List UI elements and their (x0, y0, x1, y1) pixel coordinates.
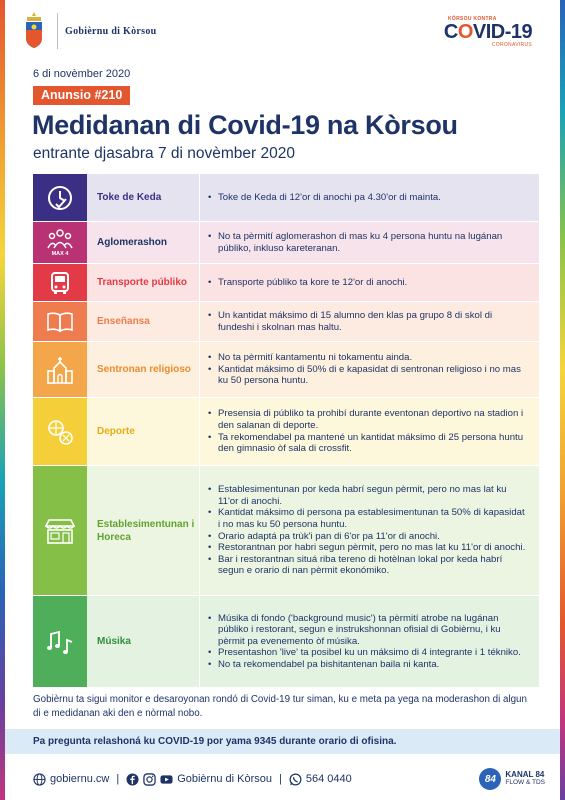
page-title: Medidanan di Covid-19 na Kòrsou (32, 110, 458, 140)
measure-item: • Establesimentunan por keda habrí segun pèrmit, pero no mas lat ku 11'or di anochi. (208, 484, 529, 507)
measure-item: • Kantidat máksimo di persona pa establesimentunan ta 50% di kapasidat i no mas ku 50 persona huntu. (208, 507, 529, 530)
measure-details (199, 222, 539, 263)
measure-item: • No ta pèrmití kantamentu ni tokamentu ainda. (208, 352, 529, 364)
covid-logo-word (442, 22, 534, 42)
kanal-84-logo (479, 768, 545, 790)
measure-details (199, 466, 539, 595)
covid-logo (442, 16, 534, 48)
measure-icon-cell (33, 264, 87, 301)
measure-icon-cell (33, 342, 87, 397)
measure-details (199, 342, 539, 397)
announcement-badge: Anunsio #210 (33, 86, 130, 105)
measure-item: • Restorantnan por habri segun pèrmit, pero no mas lat ku 11'or di anochi. (208, 542, 529, 554)
measure-row-sentronan-religioso (33, 341, 539, 397)
measure-item: • Presentashon 'live' ta posibel ku un máksimo di 4 integrante i 1 tékniko. (208, 647, 529, 659)
measures-table (33, 173, 539, 687)
measure-item: • Bar i restorantnan situá riba tereno di hotèlnan lokal por keda habrí segun e orario di nan pèrmit ekonómiko. (208, 554, 529, 577)
group-icon (47, 228, 73, 250)
page-subtitle: entrante djasabra 7 di novèmber 2020 (33, 145, 295, 162)
measure-item: • Transporte públiko ta kore te 12'or di anochi. (208, 277, 407, 289)
left-color-stripe (0, 0, 5, 800)
sports-icon (46, 418, 74, 446)
whatsapp-icon[interactable] (289, 773, 302, 786)
covid-logo-c: C (443, 21, 458, 43)
virus-icon: O (457, 21, 473, 43)
covid-logo-kicker: KÒRSOU KONTRA (448, 16, 497, 22)
measure-label: Toke de Keda (87, 174, 199, 221)
website-link[interactable]: gobiernu.cw (50, 773, 110, 785)
clock-icon (45, 183, 75, 213)
measure-row-aglomerashon (33, 221, 539, 263)
measure-icon-cell (33, 174, 87, 221)
measure-row-musika (33, 595, 539, 687)
measure-label: Enseñansa (87, 302, 199, 341)
kanal-name: KANAL 84 (505, 770, 545, 779)
globe-icon (33, 773, 46, 786)
phone-number[interactable]: 564 0440 (305, 773, 352, 785)
contact-bar: Pa pregunta relashoná ku COVID-19 por yama 9345 durante orario di ofisina. (5, 729, 560, 754)
measure-row-establesimentunan (33, 465, 539, 595)
measure-item: • Ta rekomendabel pa mantené un kantidat máksimo di 25 persona huntu den gimnasio òf sala di crossfit. (208, 432, 529, 455)
music-icon (45, 628, 75, 656)
measure-item: • Orario adaptá pa trùk'i pan di 6'or pa 11'or di anochi. (208, 531, 529, 543)
measure-item: • Toke de Keda di 12'or di anochi pa 4.30'or di mainta. (208, 192, 441, 204)
footer-separator: | (116, 773, 120, 785)
measure-item: • Un kantidat máksimo di 15 alumno den klas pa grupo 8 di skol di fundeshi i skolnan mas haltu. (208, 310, 529, 333)
measure-row-transporte (33, 263, 539, 301)
measure-item: • No ta rekomendabel pa bishitantenan baila ni kanta. (208, 659, 529, 671)
measure-icon-cell (33, 398, 87, 465)
youtube-icon[interactable] (160, 773, 173, 786)
kanal-sub: FLOW & TDS (505, 779, 545, 786)
measure-label: Músika (87, 596, 199, 687)
instagram-icon[interactable] (143, 773, 156, 786)
measure-label: Transporte públiko (87, 264, 199, 301)
covid-logo-rest: VID-19 (472, 21, 533, 43)
right-color-stripe (560, 0, 565, 800)
measure-item: • Músika di fondo ('background music') ta pèrmití atrobe na lugánan públiko i restorant, segun e instrukshonnan ofisial di Gobièrnu, i ku pèrmit pa evenemento òf músika. (208, 613, 529, 648)
social-handle[interactable]: Gobièrnu di Kòrsou (177, 773, 272, 785)
book-icon (46, 310, 74, 334)
measure-row-ensenansa (33, 301, 539, 341)
storefront-icon (44, 517, 76, 545)
measure-details (199, 596, 539, 687)
measure-details (199, 264, 539, 301)
measure-label: Establesimentunan i Horeca (87, 466, 199, 595)
measure-icon-cell (33, 222, 87, 263)
measure-label: Aglomerashon (87, 222, 199, 263)
coat-of-arms (23, 10, 45, 50)
footer (33, 768, 545, 790)
measure-details (199, 398, 539, 465)
measure-row-deporte (33, 397, 539, 465)
measure-label: Deporte (87, 398, 199, 465)
footer-separator: | (278, 773, 282, 785)
footnote: Gobièrnu ta sigui monitor e desaroyonan rondó di Covid-19 tur siman, ku e meta pa yega na moderashon di algun di e medidanan aki den e nòrmal nobo. (33, 694, 527, 719)
kanal-84-badge: 84 (479, 768, 501, 790)
church-icon (46, 355, 74, 385)
measure-label: Sentronan religioso (87, 342, 199, 397)
measure-icon-cell (33, 466, 87, 595)
header-divider (57, 13, 58, 49)
announcement-date: 6 di novèmber 2020 (33, 68, 131, 80)
government-name: Gobièrnu di Kòrsou (65, 26, 157, 37)
measure-icon-cell (33, 596, 87, 687)
facebook-icon[interactable] (126, 773, 139, 786)
measure-item: • Kantidat máksimo di 50% di e kapasidat di sentronan religioso i no mas ku 50 persona huntu. (208, 364, 529, 387)
measure-details (199, 302, 539, 341)
bus-icon (47, 270, 73, 296)
measure-item: • No ta pèrmití aglomerashon di mas ku 4 persona huntu na lugánan públiko, inkluso kareteranan. (208, 231, 529, 254)
kanal-84-text (505, 771, 545, 787)
max-4-caption: MAX 4 (51, 251, 69, 257)
covid-logo-sub: CORONAVIRUS (491, 42, 532, 48)
measure-item: • Presensia di públiko ta prohibí durante eventonan deportivo na stadion i den salanan di deporte. (208, 408, 529, 431)
measure-row-toke-de-keda (33, 173, 539, 221)
measure-icon-cell (33, 302, 87, 341)
header (5, 0, 560, 62)
measure-details (199, 174, 539, 221)
